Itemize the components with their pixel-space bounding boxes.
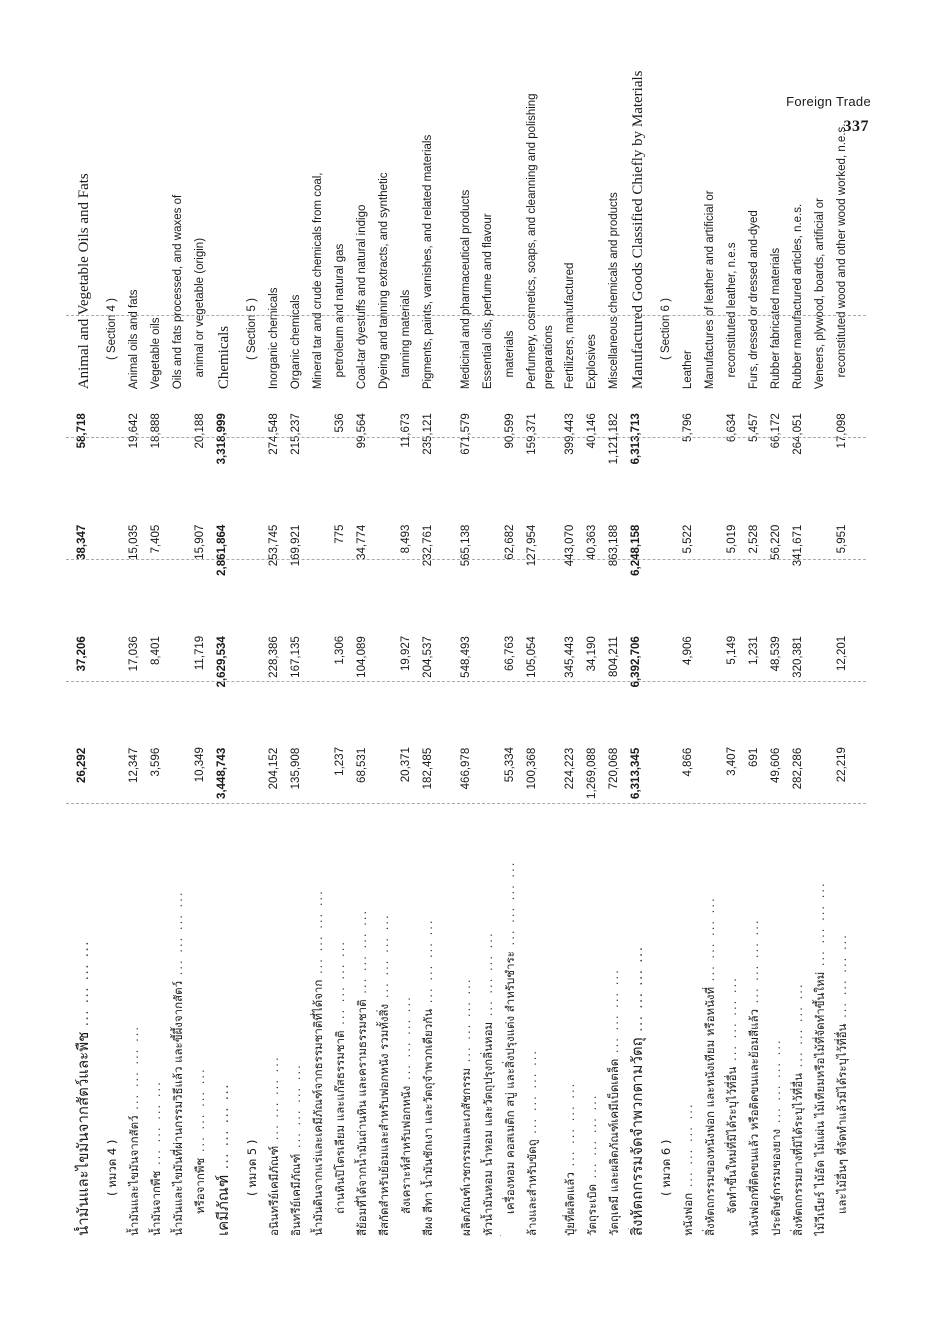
value-cell-v1: 224,223 xyxy=(564,747,576,790)
table-row xyxy=(768,46,785,1236)
thai-label: เครื่องหอม คอสเมติก สบู่ และสิ่งปรุงแต่ง สำหรับชำระ ... ... ... ... xyxy=(503,860,517,1214)
english-label: animal or vegetable (origin) xyxy=(194,237,206,378)
table-row xyxy=(332,46,349,1236)
english-label: Organic chemicals xyxy=(290,294,302,390)
english-label: Veneers, plywood, boards, artificial or xyxy=(814,198,826,390)
value-cell-v1: 22,219 xyxy=(836,747,848,783)
value-cell-v1: 10,349 xyxy=(194,747,206,783)
value-cell-v4: 90,599 xyxy=(504,413,516,449)
value-cell-v3: 127,954 xyxy=(526,524,538,567)
english-label: Chemicals xyxy=(216,325,232,390)
value-cell-v1: 466,978 xyxy=(460,747,472,790)
value-cell-v3: 62,682 xyxy=(504,524,516,560)
value-cell-v1: 4,866 xyxy=(682,747,694,777)
value-cell-v4: 19,642 xyxy=(128,413,140,449)
running-header-title: Foreign Trade xyxy=(786,94,871,109)
value-cell-v2: 34,190 xyxy=(586,636,598,672)
thai-label: เคมีภัณฑ์ ... ... ... ... xyxy=(216,1082,232,1236)
value-cell-v3: 15,907 xyxy=(194,524,206,560)
table-row xyxy=(480,46,497,1236)
value-cell-v4: 20,188 xyxy=(194,413,206,449)
english-label: reconstituted wood and other wood worked, n.e.s. xyxy=(836,123,848,378)
value-cell-v4: 40,146 xyxy=(586,413,598,449)
value-cell-v4: 159,371 xyxy=(526,413,538,455)
english-label: ( Section 5 ) xyxy=(246,298,258,361)
english-label: Vegetable oils xyxy=(150,317,162,390)
value-cell-v2: 1,231 xyxy=(748,636,760,666)
value-cell-v1: 6,313,345 xyxy=(630,747,642,799)
value-cell-v3: 38,347 xyxy=(76,524,88,560)
table-row xyxy=(502,46,519,1236)
value-cell-v4: 235,121 xyxy=(422,413,434,455)
thai-label: ถ่านหินปิโตรเลียม และแก๊สธรรมชาติ ... ... ... ... xyxy=(333,939,347,1214)
thai-label: น้ำมันจากพืช ... ... ... ... xyxy=(149,1080,163,1236)
value-cell-v3: 15,035 xyxy=(128,524,140,560)
english-label: Animal oils and fats xyxy=(128,289,140,390)
value-cell-v4: 3,318,999 xyxy=(216,413,228,465)
thai-label: น้ำมันและไขมันจากสัตว์และพืช ... ... ... ... xyxy=(76,939,92,1236)
value-cell-v3: 341,671 xyxy=(792,524,804,567)
table-row xyxy=(266,46,283,1236)
thai-label: สีผง สีทา น้ำมันชักเงา และวัตถุจำพวกเดียวกัน ... ... ... ... xyxy=(421,918,435,1236)
english-label: Explosives xyxy=(586,334,598,390)
value-cell-v4: 399,443 xyxy=(564,413,576,455)
thai-label: น้ำมันและไขมันจากสัตว์ ... ... ... ... xyxy=(127,1024,141,1236)
english-label: Miscellaneous chemicals and products xyxy=(608,192,620,390)
table-row xyxy=(524,46,558,1236)
thai-label: สังเคราะห์สำหรับฟอกหนัง ... ... ... ... xyxy=(399,995,413,1214)
value-cell-v4: 58,718 xyxy=(76,413,88,449)
thai-label: วัตถุเคมี และผลิตภัณฑ์เคมีเบ็ดเตล็ด ... ... ... ... xyxy=(607,968,621,1236)
value-cell-v2: 6,392,706 xyxy=(630,636,642,688)
value-cell-v2: 11,719 xyxy=(194,635,206,671)
value-cell-v1: 691 xyxy=(748,747,760,767)
value-cell-v3: 775 xyxy=(334,524,346,544)
table-row xyxy=(458,46,475,1236)
value-cell-v2: 345,443 xyxy=(564,636,576,678)
value-cell-v4: 17,098 xyxy=(836,413,848,449)
value-cell-v3: 2,861,864 xyxy=(216,524,228,576)
value-cell-v1: 49,606 xyxy=(770,747,782,783)
value-cell-v2: 320,381 xyxy=(792,636,804,678)
thai-label: วัตถุระเบิด ... ... ... ... xyxy=(585,1093,599,1236)
value-cell-v3: 232,761 xyxy=(422,524,434,567)
english-label: Perfumery, cosmetics, soaps, and cleanning and polishing preparations xyxy=(526,93,555,390)
value-cell-v4: 66,172 xyxy=(770,413,782,449)
value-cell-v3: 7,405 xyxy=(150,524,162,554)
value-cell-v3: 863,188 xyxy=(608,524,620,567)
value-cell-v3: 8,493 xyxy=(400,524,412,554)
english-label: Rubber manufactured articles, n.e.s. xyxy=(792,203,804,390)
table-row xyxy=(74,46,94,1236)
value-cell-v4: 6,634 xyxy=(726,413,738,443)
value-cell-v1: 1,269,088 xyxy=(586,747,598,799)
table-row xyxy=(680,46,697,1236)
value-cell-v4: 536 xyxy=(334,413,346,433)
thai-label: สีย้อมที่ได้จากน้ำมันถ่านหิน และครามธรรมชาติ ... ... ... ... xyxy=(355,908,369,1236)
column-divider xyxy=(66,559,866,560)
value-cell-v2: 104,089 xyxy=(356,636,368,678)
value-cell-v2: 1,306 xyxy=(334,635,346,665)
table-row xyxy=(790,46,807,1236)
value-cell-v2: 19,927 xyxy=(400,635,412,671)
thai-label: น้ำมันดินจากแร่และเคมีภัณฑ์จากธรรมชาติที่ได้จาก ... ... ... ... xyxy=(311,889,325,1236)
value-cell-v3: 565,138 xyxy=(460,524,472,567)
value-cell-v2: 548,493 xyxy=(460,636,472,678)
value-cell-v4: 5,457 xyxy=(748,413,760,442)
english-label: materials xyxy=(504,330,516,378)
thai-label: สิ่งหัตถกรรมของหนังฟอก และหนังเทียม หรือหนังที่ ... ... ... ... xyxy=(703,896,717,1236)
table-row xyxy=(310,46,327,1236)
thai-label: ( หมวด 6 ) xyxy=(659,1139,673,1196)
value-cell-v2: 48,539 xyxy=(770,636,782,672)
value-cell-v4: 264,051 xyxy=(792,413,804,455)
value-cell-v2: 12,201 xyxy=(836,635,848,671)
value-cell-v3: 253,745 xyxy=(268,524,280,567)
value-cell-v2: 105,054 xyxy=(526,636,538,678)
value-cell-v2: 2,629,534 xyxy=(216,636,228,688)
table-row xyxy=(724,46,741,1236)
value-cell-v2: 804,211 xyxy=(608,636,620,677)
thai-label: สิ่งหัตถกรรมยางที่มิได้ระบุไว้ที่อื่น ... ... ... ... xyxy=(791,982,805,1236)
table-row xyxy=(746,46,763,1236)
value-cell-v2: 5,149 xyxy=(726,635,738,665)
table-row xyxy=(702,46,719,1236)
english-label: Essential oils, perfume and flavour xyxy=(482,213,494,390)
value-cell-v2: 8,401 xyxy=(150,636,162,666)
english-label: Animal and Vegetable Oils and Fats xyxy=(76,173,92,390)
table-row xyxy=(562,46,579,1236)
thai-label: ไม้วีเนียร์ ไม้อัด ไม้แผ่น ไม้เทียมหรือไม้ที่จัดทำขึ้นใหม่ ... ... ... ... xyxy=(813,881,827,1236)
thai-label: ล้างและสำหรับขัดถู ... ... ... ... xyxy=(525,1048,539,1236)
english-label: Furs, dressed or dressed and-dyed xyxy=(748,210,760,390)
column-divider xyxy=(66,315,866,316)
value-cell-v4: 11,673 xyxy=(400,413,412,448)
value-cell-v3: 169,921 xyxy=(290,524,302,567)
thai-label: น้ำมันและไขมันที่ผ่านกรรมวิธีแล้ว และขี้ผึ้งจากสัตว์ ... ... ... ... xyxy=(171,890,185,1236)
value-cell-v3: 2,528 xyxy=(748,524,760,554)
value-cell-v2: 167,135 xyxy=(290,636,302,678)
trade-table xyxy=(66,46,866,1236)
value-cell-v1: 3,407 xyxy=(726,747,738,776)
column-divider xyxy=(66,681,866,682)
value-cell-v1: 204,152 xyxy=(268,747,280,790)
value-cell-v1: 182,485 xyxy=(422,747,434,790)
english-label: Inorganic chemicals xyxy=(268,287,280,390)
table-row xyxy=(834,46,851,1236)
value-cell-v2: 37,206 xyxy=(76,636,88,672)
table-row xyxy=(244,46,261,1236)
thai-label: สีสกัดสำหรับย้อมและสำหรับฟอกหนัง รวมทั้งสิ่ง ... ... ... ... xyxy=(377,913,391,1236)
value-cell-v4: 5,796 xyxy=(682,413,694,442)
english-label: Pigments, paints, varnishes, and related materials xyxy=(422,134,434,390)
thai-label: หนังฟอกที่ติดขนแล้ว หรือติดขนและย้อมสีแล้ว ... ... ... ... xyxy=(747,918,761,1236)
value-cell-v4: 99,564 xyxy=(356,413,368,449)
value-cell-v3: 56,220 xyxy=(770,524,782,560)
table-row xyxy=(126,46,143,1236)
value-cell-v1: 1,237 xyxy=(334,747,346,776)
value-cell-v3: 5,019 xyxy=(726,524,738,554)
thai-label: และไม้อื่นๆ ที่จัดทำแล้วมิได้ระบุไว้ที่อื่น ... ... ... ... xyxy=(835,933,849,1214)
value-cell-v4: 215,237 xyxy=(290,413,302,455)
value-cell-v3: 443,070 xyxy=(564,524,576,567)
thai-label: จัดทำขึ้นใหม่ที่มิได้ระบุไว้ที่อื่น ... ... ... ... xyxy=(725,976,739,1214)
table-row xyxy=(628,46,648,1236)
value-cell-v1: 55,334 xyxy=(504,747,516,783)
column-divider xyxy=(66,437,866,438)
value-cell-v3: 6,248,158 xyxy=(630,524,642,576)
thai-label: หนังฟอก ... ... ... ... xyxy=(681,1102,695,1236)
table-row xyxy=(376,46,393,1236)
value-cell-v1: 68,531 xyxy=(356,747,368,783)
table-row xyxy=(606,46,623,1236)
value-cell-v3: 40,363 xyxy=(586,524,598,560)
value-cell-v1: 282,286 xyxy=(792,747,804,790)
table-row xyxy=(288,46,305,1236)
value-cell-v4: 18,888 xyxy=(150,413,162,449)
table-row xyxy=(170,46,187,1236)
english-label: Manufactured Goods Classified Chiefly by Materials xyxy=(630,70,646,390)
english-label: Coal-tar dyestuffs and natural indigo xyxy=(356,204,368,390)
thai-label: อินทรีย์เคมีภัณฑ์ ... ... ... ... xyxy=(289,1063,303,1236)
value-cell-v1: 26,292 xyxy=(76,747,88,783)
thai-label: อนินทรีย์เคมีภัณฑ์ ... ... ... ... xyxy=(267,1055,281,1236)
value-cell-v3: 34,774 xyxy=(356,524,368,560)
thai-label: ผลิตภัณฑ์เวชกรรมและเภสัชกรรม ... ... ... ... xyxy=(459,977,473,1236)
page-number: 337 xyxy=(843,118,869,135)
value-cell-v1: 3,448,743 xyxy=(216,747,228,799)
english-label: ( Section 6 ) xyxy=(660,298,672,361)
column-divider xyxy=(66,803,866,804)
value-cell-v1: 20,371 xyxy=(400,747,412,783)
table-row xyxy=(398,46,415,1236)
value-cell-v1: 12,347 xyxy=(128,747,140,783)
thai-label: ปุ๋ยที่ผลิตแล้ว ... ... ... ... xyxy=(563,1081,577,1236)
thai-label: ( หมวด 4 ) xyxy=(105,1139,119,1196)
table-row xyxy=(420,46,437,1236)
english-label: Rubber fabricated materials xyxy=(770,247,782,390)
value-cell-v2: 66,763 xyxy=(504,635,516,671)
value-cell-v1: 3,596 xyxy=(150,747,162,777)
thai-label: สิ่งหัตถกรรมจัดจำพวกตามวัตถุ ... ... ... ... xyxy=(630,945,646,1236)
table-row xyxy=(658,46,675,1236)
value-cell-v1: 100,368 xyxy=(526,747,538,790)
value-cell-v3: 5,951 xyxy=(836,524,848,554)
value-cell-v2: 4,906 xyxy=(682,636,694,666)
value-cell-v2: 17,036 xyxy=(128,636,140,672)
table-row xyxy=(584,46,601,1236)
english-label: tanning materials xyxy=(400,289,412,378)
english-label: Manufactures of leather and artificial or xyxy=(704,190,716,390)
thai-label: หัวน้ำมันหอม น้ำหอม และวัตถุปรุงกลิ่นหอม ... ... ... ... xyxy=(481,931,495,1236)
table-row xyxy=(148,46,165,1236)
english-label: ( Section 4 ) xyxy=(106,298,118,361)
thai-label: ( หมวด 5 ) xyxy=(245,1139,259,1196)
table-row xyxy=(812,46,829,1236)
table-row xyxy=(214,46,234,1236)
table-row xyxy=(104,46,121,1236)
value-cell-v2: 204,537 xyxy=(422,636,434,678)
value-cell-v1: 720,068 xyxy=(608,747,620,790)
value-cell-v2: 228,386 xyxy=(268,636,280,678)
value-cell-v4: 274,548 xyxy=(268,413,280,455)
value-cell-v1: 135,908 xyxy=(290,747,302,790)
value-cell-v4: 1,121,182 xyxy=(608,413,620,465)
english-label: Mineral tar and crude chemicals from coal, xyxy=(312,172,324,390)
english-label: Oils and fats processed, and waxes of xyxy=(172,194,184,390)
english-label: petroleum and natural gas xyxy=(334,243,346,378)
english-label: reconstituted leather, n.e.s xyxy=(726,242,738,378)
english-label: Leather xyxy=(682,350,694,390)
value-cell-v3: 5,522 xyxy=(682,524,694,554)
english-label: Fertilizers, manufactured xyxy=(564,262,576,390)
table-row xyxy=(192,46,209,1236)
english-label: Medicinal and pharmaceutical products xyxy=(460,189,472,390)
thai-label: หรือจากพืช ... ... ... ... xyxy=(193,1067,207,1214)
value-cell-v4: 6,313,713 xyxy=(630,413,642,465)
english-label: Dyeing and tanning extracts, and synthetic xyxy=(378,172,390,390)
value-cell-v4: 671,579 xyxy=(460,413,472,455)
table-row xyxy=(354,46,371,1236)
thai-label: ประดิษฐ์กรรมของยาง ... ... ... ... xyxy=(769,1038,783,1236)
